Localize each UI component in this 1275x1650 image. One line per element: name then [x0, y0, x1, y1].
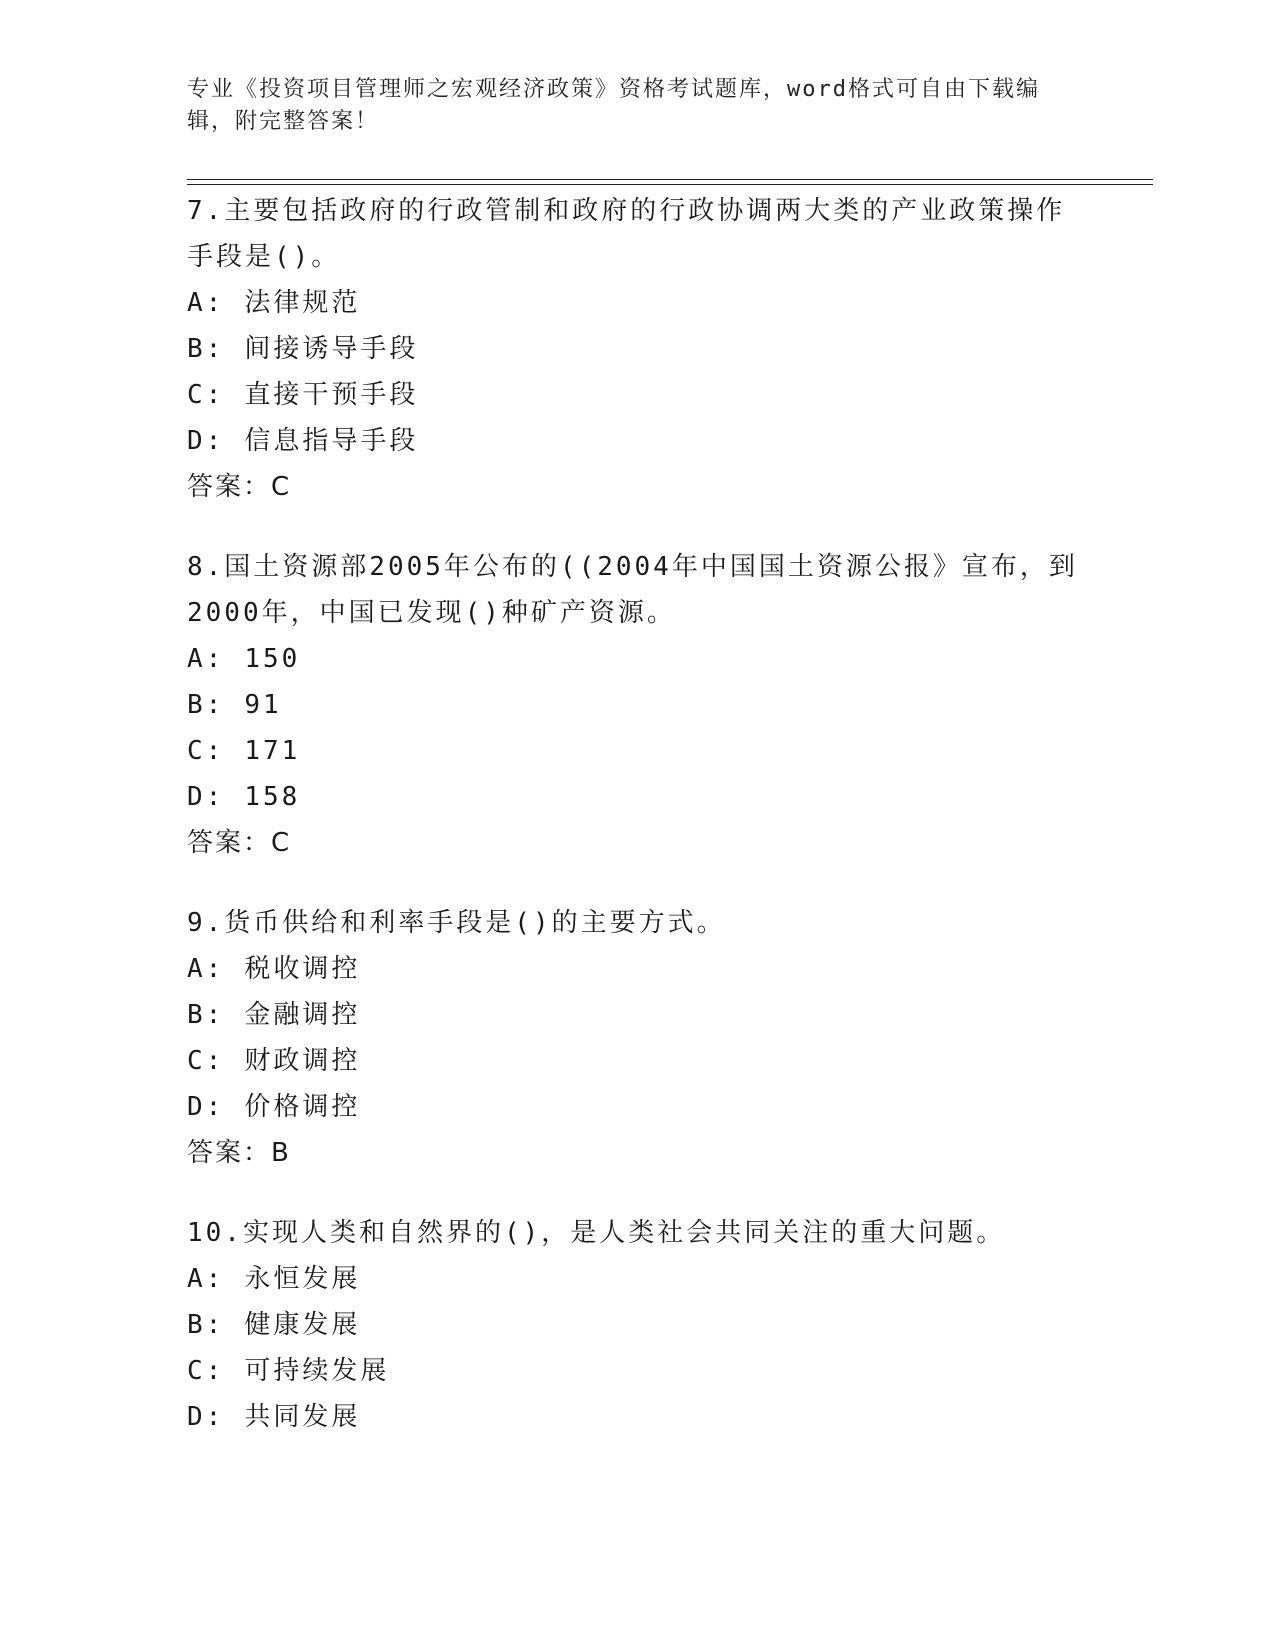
question-text-line-1: 7.主要包括政府的行政管制和政府的行政协调两大类的产业政策操作 — [187, 196, 1066, 226]
option-key: C: — [187, 1046, 225, 1076]
option-key: A: — [187, 288, 225, 318]
question-text-line-2: 2000年，中国已发现()种矿产资源。 — [187, 598, 676, 628]
option-key: B: — [187, 334, 225, 364]
answer-line: 答案：C — [187, 472, 292, 502]
option-b — [187, 326, 1087, 372]
option-text: 信息指导手段 — [244, 426, 419, 456]
option-text: 财政调控 — [244, 1046, 361, 1076]
option-text: 金融调控 — [244, 1000, 361, 1030]
option-b — [187, 1302, 1087, 1348]
option-key: C: — [187, 1356, 225, 1386]
question-8 — [187, 544, 1087, 866]
question-text — [187, 188, 1087, 280]
question-9 — [187, 900, 1087, 1176]
option-key: A: — [187, 954, 225, 984]
option-key: B: — [187, 1000, 225, 1030]
option-key: A: — [187, 1264, 225, 1294]
option-text: 150 — [244, 644, 301, 674]
option-c — [187, 1348, 1087, 1394]
option-text: 法律规范 — [244, 288, 361, 318]
option-key: B: — [187, 1310, 225, 1340]
option-d — [187, 1084, 1087, 1130]
option-c — [187, 728, 1087, 774]
option-d — [187, 418, 1087, 464]
option-text: 健康发展 — [244, 1310, 361, 1340]
question-text — [187, 900, 1087, 946]
option-key: C: — [187, 380, 225, 410]
document-header — [187, 74, 1067, 138]
option-key: D: — [187, 1092, 225, 1122]
question-text-line-1: 9.货币供给和利率手段是()的主要方式。 — [187, 908, 726, 938]
option-text: 直接干预手段 — [244, 380, 419, 410]
option-text: 永恒发展 — [244, 1264, 361, 1294]
option-a — [187, 280, 1087, 326]
option-a — [187, 1256, 1087, 1302]
header-line-2: 辑，附完整答案！ — [187, 109, 380, 134]
option-c — [187, 372, 1087, 418]
option-text: 税收调控 — [244, 954, 361, 984]
option-b — [187, 682, 1087, 728]
question-text-line-2: 手段是()。 — [187, 242, 341, 272]
option-key: D: — [187, 1402, 225, 1432]
question-text — [187, 1210, 1087, 1256]
question-text-line-1: 8.国土资源部2005年公布的((2004年中国国土资源公报》宣布，到 — [187, 552, 1078, 582]
option-key: D: — [187, 426, 225, 456]
option-text: 171 — [244, 736, 301, 766]
option-a — [187, 946, 1087, 992]
option-text: 价格调控 — [244, 1092, 361, 1122]
option-key: B: — [187, 690, 225, 720]
answer-line: 答案：C — [187, 828, 292, 858]
question-10 — [187, 1210, 1087, 1440]
option-text: 91 — [244, 690, 282, 720]
option-a — [187, 636, 1087, 682]
header-divider-bottom — [187, 184, 1153, 185]
header-line-1: 专业《投资项目管理师之宏观经济政策》资格考试题库，word格式可自由下载编 — [187, 77, 1040, 102]
option-d — [187, 774, 1087, 820]
option-b — [187, 992, 1087, 1038]
option-d — [187, 1394, 1087, 1440]
question-7 — [187, 188, 1087, 510]
question-text-line-1: 10.实现人类和自然界的()，是人类社会共同关注的重大问题。 — [187, 1218, 1006, 1248]
answer-line: 答案：B — [187, 1138, 291, 1168]
option-text: 间接诱导手段 — [244, 334, 419, 364]
option-c — [187, 1038, 1087, 1084]
option-key: D: — [187, 782, 225, 812]
question-text — [187, 544, 1087, 636]
option-text: 共同发展 — [244, 1402, 361, 1432]
question-list — [187, 188, 1087, 1474]
option-key: A: — [187, 644, 225, 674]
header-divider-top — [187, 179, 1153, 180]
option-text: 158 — [244, 782, 301, 812]
option-key: C: — [187, 736, 225, 766]
option-text: 可持续发展 — [244, 1356, 390, 1386]
